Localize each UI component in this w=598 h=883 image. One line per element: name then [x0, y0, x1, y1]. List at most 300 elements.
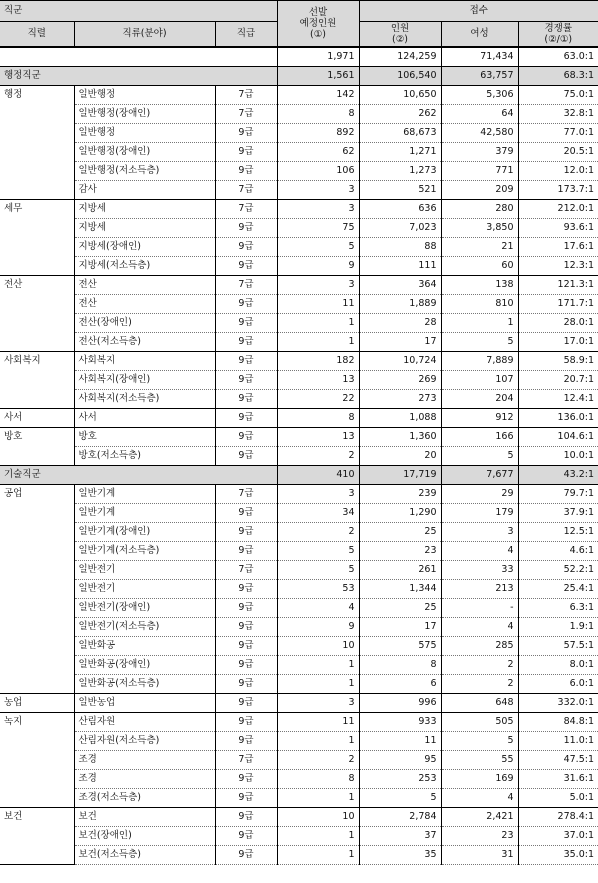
cell-female: 169 [441, 770, 518, 789]
cell-ratio: 31.6:1 [518, 770, 598, 789]
cell-plan: 892 [277, 124, 359, 143]
cell-grade: 9급 [215, 352, 277, 371]
table-row [0, 238, 598, 257]
cell-series: 녹지 [0, 713, 74, 732]
cell-plan: 10 [277, 637, 359, 656]
cell-field: 지방세 [74, 200, 215, 219]
cell-ratio: 77.0:1 [518, 124, 598, 143]
table-row [0, 143, 598, 162]
cell-series [0, 333, 74, 352]
group-plan-tech: 410 [277, 466, 359, 485]
cell-plan: 22 [277, 390, 359, 409]
cell-field: 사회복지(저소득층) [74, 390, 215, 409]
cell-female: 810 [441, 295, 518, 314]
cell-applicants: 1,290 [359, 504, 441, 523]
cell-series [0, 542, 74, 561]
cell-series [0, 124, 74, 143]
cell-plan: 9 [277, 618, 359, 637]
table-row [0, 827, 598, 846]
table-row [0, 219, 598, 238]
cell-applicants: 10,650 [359, 86, 441, 105]
cell-female: 138 [441, 276, 518, 295]
cell-plan: 75 [277, 219, 359, 238]
cell-grade: 9급 [215, 295, 277, 314]
header-jikgeup: 직급 [215, 22, 277, 48]
cell-applicants: 7,023 [359, 219, 441, 238]
cell-series [0, 789, 74, 808]
cell-female: 771 [441, 162, 518, 181]
table-row [0, 770, 598, 789]
cell-ratio: 12.3:1 [518, 257, 598, 276]
cell-grade: 9급 [215, 675, 277, 694]
table-row [0, 409, 598, 428]
table-row [0, 846, 598, 865]
cell-ratio: 104.6:1 [518, 428, 598, 447]
table-row [0, 542, 598, 561]
cell-grade: 9급 [215, 371, 277, 390]
cell-grade: 9급 [215, 732, 277, 751]
cell-grade: 7급 [215, 751, 277, 770]
cell-plan: 8 [277, 105, 359, 124]
total-row [0, 47, 598, 67]
cell-ratio: 35.0:1 [518, 846, 598, 865]
cell-applicants: 2,784 [359, 808, 441, 827]
header-applicants [359, 22, 441, 48]
cell-applicants: 11 [359, 732, 441, 751]
table-row [0, 181, 598, 200]
cell-applicants: 35 [359, 846, 441, 865]
cell-field: 일반행정 [74, 86, 215, 105]
header-jikryeol: 직렬 [0, 22, 74, 48]
cell-applicants: 20 [359, 447, 441, 466]
cell-field: 조경 [74, 751, 215, 770]
cell-series [0, 390, 74, 409]
cell-female: 2,421 [441, 808, 518, 827]
cell-grade: 7급 [215, 181, 277, 200]
cell-series: 농업 [0, 694, 74, 713]
header-plan [277, 1, 359, 48]
cell-field: 조경 [74, 770, 215, 789]
cell-field: 일반기계(장애인) [74, 523, 215, 542]
total-applicants: 124,259 [359, 47, 441, 67]
table-row [0, 523, 598, 542]
cell-grade: 9급 [215, 447, 277, 466]
cell-applicants: 6 [359, 675, 441, 694]
cell-grade: 9급 [215, 580, 277, 599]
cell-female: 5 [441, 447, 518, 466]
cell-ratio: 6.3:1 [518, 599, 598, 618]
cell-ratio: 57.5:1 [518, 637, 598, 656]
cell-series [0, 523, 74, 542]
cell-female: 29 [441, 485, 518, 504]
cell-applicants: 521 [359, 181, 441, 200]
header-female: 여성 [441, 22, 518, 48]
total-female: 71,434 [441, 47, 518, 67]
cell-series [0, 371, 74, 390]
cell-field: 일반전기 [74, 561, 215, 580]
cell-female: 2 [441, 675, 518, 694]
header-ratio [518, 22, 598, 48]
cell-series [0, 827, 74, 846]
cell-field: 일반화공 [74, 637, 215, 656]
cell-field: 보건(저소득층) [74, 846, 215, 865]
cell-applicants: 269 [359, 371, 441, 390]
cell-applicants: 17 [359, 618, 441, 637]
total-label [0, 47, 277, 67]
cell-female: 204 [441, 390, 518, 409]
cell-female: 2 [441, 656, 518, 675]
cell-ratio: 84.8:1 [518, 713, 598, 732]
table-row [0, 732, 598, 751]
cell-grade: 9급 [215, 770, 277, 789]
cell-plan: 5 [277, 561, 359, 580]
table-row [0, 428, 598, 447]
table-row [0, 333, 598, 352]
cell-ratio: 136.0:1 [518, 409, 598, 428]
table-row [0, 656, 598, 675]
group-applicants-admin: 106,540 [359, 67, 441, 86]
cell-female: 4 [441, 789, 518, 808]
cell-grade: 9급 [215, 713, 277, 732]
cell-applicants: 1,271 [359, 143, 441, 162]
cell-applicants: 5 [359, 789, 441, 808]
group-label-tech: 기술직군 [0, 466, 277, 485]
table-row [0, 485, 598, 504]
group-label-admin: 행정직군 [0, 67, 277, 86]
cell-female: 912 [441, 409, 518, 428]
cell-series [0, 143, 74, 162]
cell-female: 648 [441, 694, 518, 713]
header-plan-line2: 예정인원 [299, 18, 337, 29]
cell-grade: 9급 [215, 219, 277, 238]
cell-ratio: 12.0:1 [518, 162, 598, 181]
cell-plan: 142 [277, 86, 359, 105]
table-row [0, 105, 598, 124]
cell-grade: 9급 [215, 827, 277, 846]
cell-applicants: 273 [359, 390, 441, 409]
cell-series: 세무 [0, 200, 74, 219]
cell-applicants: 933 [359, 713, 441, 732]
cell-applicants: 111 [359, 257, 441, 276]
cell-field: 일반행정(장애인) [74, 143, 215, 162]
cell-applicants: 95 [359, 751, 441, 770]
cell-field: 전산(장애인) [74, 314, 215, 333]
cell-plan: 13 [277, 428, 359, 447]
cell-field: 사서 [74, 409, 215, 428]
cell-plan: 3 [277, 181, 359, 200]
cell-field: 보건 [74, 808, 215, 827]
cell-ratio: 173.7:1 [518, 181, 598, 200]
cell-plan: 1 [277, 314, 359, 333]
cell-series [0, 675, 74, 694]
cell-applicants: 1,088 [359, 409, 441, 428]
header-ratio-line1: 경쟁률 [544, 23, 573, 34]
cell-grade: 9급 [215, 428, 277, 447]
cell-female: 107 [441, 371, 518, 390]
cell-grade: 9급 [215, 618, 277, 637]
cell-ratio: 75.0:1 [518, 86, 598, 105]
cell-field: 사회복지 [74, 352, 215, 371]
cell-female: 209 [441, 181, 518, 200]
cell-female: 60 [441, 257, 518, 276]
cell-applicants: 17 [359, 333, 441, 352]
cell-female: 33 [441, 561, 518, 580]
cell-series: 보건 [0, 808, 74, 827]
table-row [0, 86, 598, 105]
cell-field: 일반기계 [74, 504, 215, 523]
cell-plan: 1 [277, 732, 359, 751]
cell-female: 23 [441, 827, 518, 846]
cell-applicants: 25 [359, 523, 441, 542]
cell-plan: 1 [277, 675, 359, 694]
cell-applicants: 239 [359, 485, 441, 504]
cell-field: 일반행정(장애인) [74, 105, 215, 124]
cell-female: 7,889 [441, 352, 518, 371]
admin-rows [0, 86, 598, 466]
cell-field: 일반행정 [74, 124, 215, 143]
cell-ratio: 47.5:1 [518, 751, 598, 770]
cell-grade: 9급 [215, 143, 277, 162]
cell-series [0, 580, 74, 599]
cell-applicants: 37 [359, 827, 441, 846]
cell-female: 505 [441, 713, 518, 732]
cell-ratio: 8.0:1 [518, 656, 598, 675]
cell-plan: 1 [277, 333, 359, 352]
cell-female: 42,580 [441, 124, 518, 143]
cell-grade: 9급 [215, 637, 277, 656]
cell-applicants: 8 [359, 656, 441, 675]
cell-applicants: 253 [359, 770, 441, 789]
header-plan-line3: (①) [310, 29, 326, 40]
cell-plan: 8 [277, 409, 359, 428]
cell-series [0, 257, 74, 276]
cell-ratio: 17.0:1 [518, 333, 598, 352]
cell-field: 사회복지(장애인) [74, 371, 215, 390]
cell-series: 행정 [0, 86, 74, 105]
cell-grade: 9급 [215, 694, 277, 713]
table-row [0, 580, 598, 599]
cell-female: 5,306 [441, 86, 518, 105]
table-row [0, 314, 598, 333]
cell-series [0, 105, 74, 124]
cell-female: 3 [441, 523, 518, 542]
group-ratio-admin: 68.3:1 [518, 67, 598, 86]
table-row [0, 447, 598, 466]
cell-female: 5 [441, 732, 518, 751]
cell-applicants: 23 [359, 542, 441, 561]
cell-female: 285 [441, 637, 518, 656]
cell-grade: 9급 [215, 542, 277, 561]
cell-field: 지방세(장애인) [74, 238, 215, 257]
cell-applicants: 575 [359, 637, 441, 656]
table-row [0, 295, 598, 314]
cell-grade: 7급 [215, 276, 277, 295]
cell-female: 166 [441, 428, 518, 447]
group-female-admin: 63,757 [441, 67, 518, 86]
cell-applicants: 364 [359, 276, 441, 295]
cell-ratio: 20.5:1 [518, 143, 598, 162]
cell-plan: 1 [277, 846, 359, 865]
cell-plan: 182 [277, 352, 359, 371]
cell-series: 공업 [0, 485, 74, 504]
total-ratio: 63.0:1 [518, 47, 598, 67]
cell-field: 일반화공(장애인) [74, 656, 215, 675]
table-row [0, 808, 598, 827]
cell-applicants: 1,360 [359, 428, 441, 447]
cell-ratio: 12.4:1 [518, 390, 598, 409]
cell-ratio: 278.4:1 [518, 808, 598, 827]
cell-plan: 11 [277, 713, 359, 732]
cell-field: 방호(저소득층) [74, 447, 215, 466]
header-applicants-line2: (②) [392, 34, 408, 45]
table-row [0, 352, 598, 371]
total-plan: 1,971 [277, 47, 359, 67]
group-row-tech [0, 466, 598, 485]
group-plan-admin: 1,561 [277, 67, 359, 86]
cell-ratio: 32.8:1 [518, 105, 598, 124]
cell-ratio: 11.0:1 [518, 732, 598, 751]
cell-grade: 9급 [215, 409, 277, 428]
header-jikryu: 직류(분야) [74, 22, 215, 48]
cell-series [0, 295, 74, 314]
cell-series: 사회복지 [0, 352, 74, 371]
table-row [0, 637, 598, 656]
table-row [0, 504, 598, 523]
cell-grade: 9급 [215, 523, 277, 542]
cell-ratio: 52.2:1 [518, 561, 598, 580]
cell-female: 5 [441, 333, 518, 352]
cell-female: 1 [441, 314, 518, 333]
cell-series [0, 314, 74, 333]
cell-series [0, 846, 74, 865]
cell-ratio: 58.9:1 [518, 352, 598, 371]
cell-series: 전산 [0, 276, 74, 295]
table-row [0, 789, 598, 808]
cell-female: - [441, 599, 518, 618]
header-applicants-line1: 인원 [390, 23, 410, 34]
cell-grade: 9급 [215, 162, 277, 181]
cell-grade: 9급 [215, 257, 277, 276]
header-jeopsu: 접수 [359, 1, 598, 22]
cell-grade: 9급 [215, 314, 277, 333]
cell-female: 4 [441, 542, 518, 561]
cell-applicants: 25 [359, 599, 441, 618]
cell-applicants: 1,344 [359, 580, 441, 599]
cell-ratio: 37.0:1 [518, 827, 598, 846]
cell-ratio: 4.6:1 [518, 542, 598, 561]
cell-series [0, 561, 74, 580]
cell-plan: 2 [277, 751, 359, 770]
cell-ratio: 28.0:1 [518, 314, 598, 333]
cell-series: 사서 [0, 409, 74, 428]
cell-female: 213 [441, 580, 518, 599]
cell-series [0, 751, 74, 770]
cell-plan: 2 [277, 523, 359, 542]
cell-plan: 1 [277, 656, 359, 675]
header-plan-line1: 선발 [308, 7, 328, 18]
cell-field: 일반전기 [74, 580, 215, 599]
cell-applicants: 1,889 [359, 295, 441, 314]
cell-field: 일반전기(장애인) [74, 599, 215, 618]
cell-female: 3,850 [441, 219, 518, 238]
cell-plan: 3 [277, 485, 359, 504]
table-row [0, 124, 598, 143]
cell-grade: 9급 [215, 656, 277, 675]
cell-plan: 13 [277, 371, 359, 390]
cell-field: 일반기계 [74, 485, 215, 504]
cell-plan: 4 [277, 599, 359, 618]
cell-grade: 7급 [215, 86, 277, 105]
cell-applicants: 636 [359, 200, 441, 219]
table-row [0, 371, 598, 390]
cell-series [0, 770, 74, 789]
cell-plan: 8 [277, 770, 359, 789]
cell-plan: 3 [277, 276, 359, 295]
header-ratio-line2: (②/①) [544, 34, 573, 45]
cell-female: 4 [441, 618, 518, 637]
cell-ratio: 171.7:1 [518, 295, 598, 314]
table-row [0, 675, 598, 694]
header-jikgun: 직군 [0, 1, 277, 22]
cell-series [0, 162, 74, 181]
table-row [0, 162, 598, 181]
cell-grade: 9급 [215, 504, 277, 523]
cell-female: 31 [441, 846, 518, 865]
cell-ratio: 10.0:1 [518, 447, 598, 466]
table-row [0, 257, 598, 276]
cell-series [0, 504, 74, 523]
cell-plan: 3 [277, 694, 359, 713]
cell-field: 전산(저소득층) [74, 333, 215, 352]
cell-female: 21 [441, 238, 518, 257]
table-row [0, 618, 598, 637]
cell-series [0, 732, 74, 751]
cell-grade: 9급 [215, 846, 277, 865]
cell-series [0, 219, 74, 238]
cell-female: 179 [441, 504, 518, 523]
table-row [0, 751, 598, 770]
cell-field: 일반화공(저소득층) [74, 675, 215, 694]
cell-grade: 9급 [215, 789, 277, 808]
cell-series [0, 637, 74, 656]
cell-grade: 7급 [215, 485, 277, 504]
cell-field: 산림자원(저소득층) [74, 732, 215, 751]
cell-plan: 1 [277, 827, 359, 846]
tech-rows [0, 485, 598, 865]
cell-field: 지방세 [74, 219, 215, 238]
cell-applicants: 1,273 [359, 162, 441, 181]
table-row [0, 694, 598, 713]
cell-ratio: 212.0:1 [518, 200, 598, 219]
cell-grade: 9급 [215, 599, 277, 618]
cell-ratio: 93.6:1 [518, 219, 598, 238]
cell-female: 55 [441, 751, 518, 770]
cell-ratio: 79.7:1 [518, 485, 598, 504]
cell-field: 감사 [74, 181, 215, 200]
cell-field: 산림자원 [74, 713, 215, 732]
cell-ratio: 1.9:1 [518, 618, 598, 637]
cell-ratio: 12.5:1 [518, 523, 598, 542]
cell-field: 일반기계(저소득층) [74, 542, 215, 561]
header-row-1 [0, 1, 598, 22]
cell-series [0, 618, 74, 637]
cell-field: 전산 [74, 276, 215, 295]
cell-series: 방호 [0, 428, 74, 447]
table-row [0, 390, 598, 409]
cell-series [0, 447, 74, 466]
cell-grade: 9급 [215, 333, 277, 352]
cell-ratio: 121.3:1 [518, 276, 598, 295]
